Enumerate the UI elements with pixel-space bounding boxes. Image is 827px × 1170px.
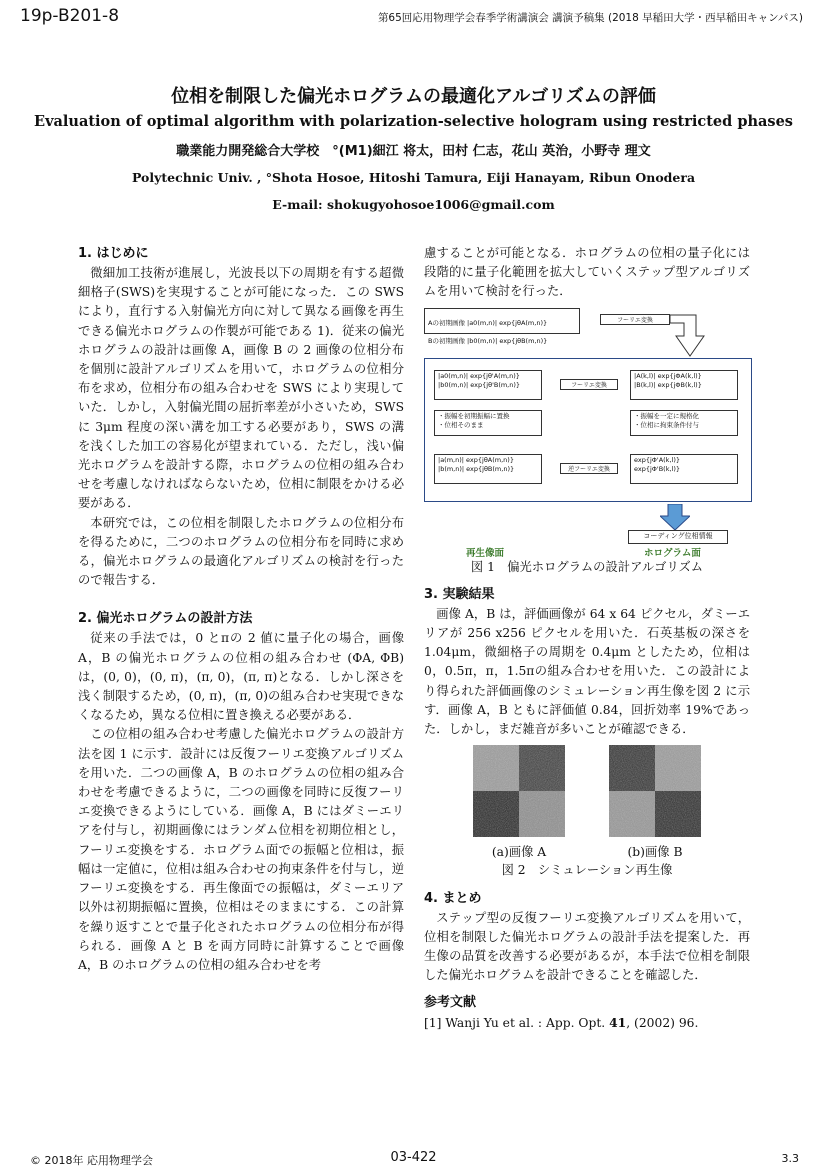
reference-1-pages: , (2002) 96. — [626, 1016, 699, 1031]
footer-section-number: 3.3 — [781, 1152, 799, 1165]
section-2-paragraph-1: 従来の手法では，0 とπの 2 値に量子化の場合，画像 A，B の偏光ホログラムの位相の組み合わせ (ΦA, ΦB) は，(0, 0)，(0, π)，(π, 0)，(π, π)となる．しかし深さを浅く制限するため，(0, π)，(π, 0)の組み合わせ実現できなくなるため，異なる位相に置き換える必要がある． — [78, 631, 404, 723]
hologram-box-2: exp{jΦ'A(k,l)} exp{jΦ'B(k,l)} — [630, 454, 738, 484]
reconstruction-condition-box: ・振幅を初期振幅に置換 ・位相そのまま — [434, 410, 542, 436]
paper-id: 19p-B201-8 — [20, 6, 120, 26]
initial-image-b-label: Bの初期画像 |b0(m,n)| exp{jθB(m,n)} — [428, 336, 548, 345]
conference-header: 第65回応用物理学会春季学術講演会 講演予稿集 (2018 早稲田大学・西早稲田キャンパス) — [377, 12, 803, 24]
reconstruction-box-1: |a0(m,n)| exp{jθ'A(m,n)} |b0(m,n)| exp{jθ'B(m,n)} — [434, 370, 542, 400]
coding-phase-box: コーディング位相情報 — [628, 530, 728, 544]
figure-2 — [424, 745, 750, 861]
figure-2a — [473, 745, 565, 861]
section-2-paragraph-3: 慮することが可能となる．ホログラムの位相の量子化には段階的に量子化範囲を拡大していくステップ型アルゴリズムを用いて検討を行った． — [424, 246, 750, 299]
section-3-paragraph-1: 画像 A，B は，評価画像が 64 x 64 ピクセル，ダミーエリアが 256 x256 ピクセルを用いた．石英基板の深さを 1.04μm，微細格子の周期を 0.4μm としたため，位相は 0，0.5π，π，1.5πの組み合わせを用いた．この設計により得られた評価画像のシミュレーション再生像を図 2 に示す．画像 A，B ともに評価値 0.84，回折効率 19%であった．しかし，まだ雑音が多いことが確認できる． — [424, 606, 750, 737]
authors-english: Polytechnic Univ. , °Shota Hosoe, Hitoshi Tamura, Eiji Hanayam, Ribun Onodera — [131, 170, 696, 185]
footer-page-number: 03-422 — [390, 1150, 437, 1165]
figure-1-diagram — [424, 308, 750, 559]
figure-2a-label: (a)画像 A — [491, 845, 547, 860]
hologram-box-1: |A(k,l)| exp{jΦA(k,l)} |B(k,l)| exp{jΦB(k,l)} — [630, 370, 738, 400]
section-4-paragraph-1: ステップ型の反復フーリエ変換アルゴリズムを用いて，位相を制限した偏光ホログラムの設計手法を提案した．再生像の品質を改善する必要があるが，本手法で位相を制限した偏光ホログラムを設計できることを確認した． — [424, 910, 750, 983]
simulated-image-b — [609, 745, 701, 837]
reference-1-text: [1] Wanji Yu et al. : App. Opt. — [424, 1016, 610, 1031]
hologram-plane-label: ホログラム面 — [644, 547, 701, 559]
section-2-paragraph-2: この位相の組み合わせ考慮した偏光ホログラムの設計方法を図 1 に示す．設計には反復フーリエ変換アルゴリズムを用いた．二つの画像 A，B のホログラムの位相の組み合わせを考慮できるように，二つの画像を同時に反復フーリエ変換できるようにしている．画像 A，B にはダミーエリアを付与し，初期画像にはランダム位相を初期位相とし，フーリエ変換をする．ホログラム面での振幅と位相は，振幅は一定値に，位相は組み合わせの拘束条件を付与し，逆フーリエ変換をする．再生像面での振幅は，ダミーエリア以外は初期振幅に置換，位相はそのままにする．この計算を繰り返すことで量子化されたホログラムの位相分布が得られる．画像 A と B を両方同時に計算することで画像 A，B のホログラムの位相の組み合わせを考 — [78, 727, 404, 972]
figure-2-caption: 図 2 シミュレーション再生像 — [501, 863, 673, 878]
simulated-image-a — [473, 745, 565, 837]
section-1-paragraph-1: 微細加工技術が進展し，光波長以下の周期を有する超微細格子(SWS)を実現することが可能になった．この SWS により，直行する入射偏光方向に対して異なる画像を再生できる偏光ホログラムの作製が可能である 1)．従来の偏光ホログラムの設計は画像 A，画像 B の 2 画像の位相分布を個別に設計アルゴリズムを用いて，ホログラムの位相分布を求め，位相分布の組み合わせを SWS により実現していた．しかし，入射偏光間の屈折率差が小さいため，SWS に 3μm 程度の深い溝を加工する必要があり，SWS の溝を浅くした加工の容易化が望まれている．ただし，浅い偏光ホログラムを設計する際，ホログラムの位相の組み合わせを考慮しなければならないため，位相に制限をかける必要がある． — [78, 266, 404, 511]
footer-copyright: © 2018年 応用物理学会 — [30, 1154, 153, 1167]
reconstruction-plane-label: 再生像面 — [466, 547, 505, 559]
left-column — [78, 244, 404, 975]
down-arrow-icon — [670, 312, 710, 360]
section-1-heading: 1. はじめに — [78, 246, 149, 261]
right-column — [424, 244, 750, 1034]
inverse-fourier-arrow: 逆フーリエ変換 — [560, 463, 618, 474]
figure-2b — [609, 745, 701, 861]
initial-image-a-label: Aの初期画像 |a0(m,n)| exp{jθA(m,n)} — [428, 318, 548, 327]
reference-1-volume: 41 — [609, 1015, 627, 1031]
initial-images-box — [424, 308, 580, 345]
fourier-transform-arrow-mid: フーリエ変換 — [560, 379, 618, 390]
fourier-transform-arrow-top: フーリエ変換 — [600, 314, 670, 325]
hologram-condition-box: ・振幅を一定に規格化 ・位相に拘束条件付与 — [630, 410, 738, 436]
reconstruction-box-2: |a(m,n)| exp{jθA(m,n)} |b(m,n)| exp{jθB(m,n)} — [434, 454, 542, 484]
references-heading: 参考文献 — [424, 995, 477, 1011]
title-japanese: 位相を制限した偏光ホログラムの最適化アルゴリズムの評価 — [171, 86, 656, 107]
output-arrow-icon — [660, 504, 690, 530]
reference-1 — [424, 1013, 750, 1033]
title-english: Evaluation of optimal algorithm with polarization-selective hologram using restricted phases — [34, 113, 793, 130]
author-email: E-mail: shokugyohosoe1006@gmail.com — [272, 197, 555, 212]
section-4-heading: 4. まとめ — [424, 890, 482, 906]
figure-2b-label: (b)画像 B — [627, 845, 683, 860]
figure-1-caption: 図 1 偏光ホログラムの設計アルゴリズム — [470, 559, 704, 574]
section-2-heading: 2. 偏光ホログラムの設計方法 — [78, 611, 253, 627]
authors-japanese: 職業能力開発総合大学校 °(M1)細江 将太，田村 仁志，花山 英治，小野寺 理文 — [176, 144, 651, 159]
section-1-paragraph-2: 本研究では，この位相を制限したホログラムの位相分布を得るために，二つのホログラムの位相分布を同時に求める，偏光ホログラムの最適化アルゴリズムの検討を行ったので報告する． — [78, 515, 404, 588]
section-3-heading: 3. 実験結果 — [424, 586, 495, 602]
